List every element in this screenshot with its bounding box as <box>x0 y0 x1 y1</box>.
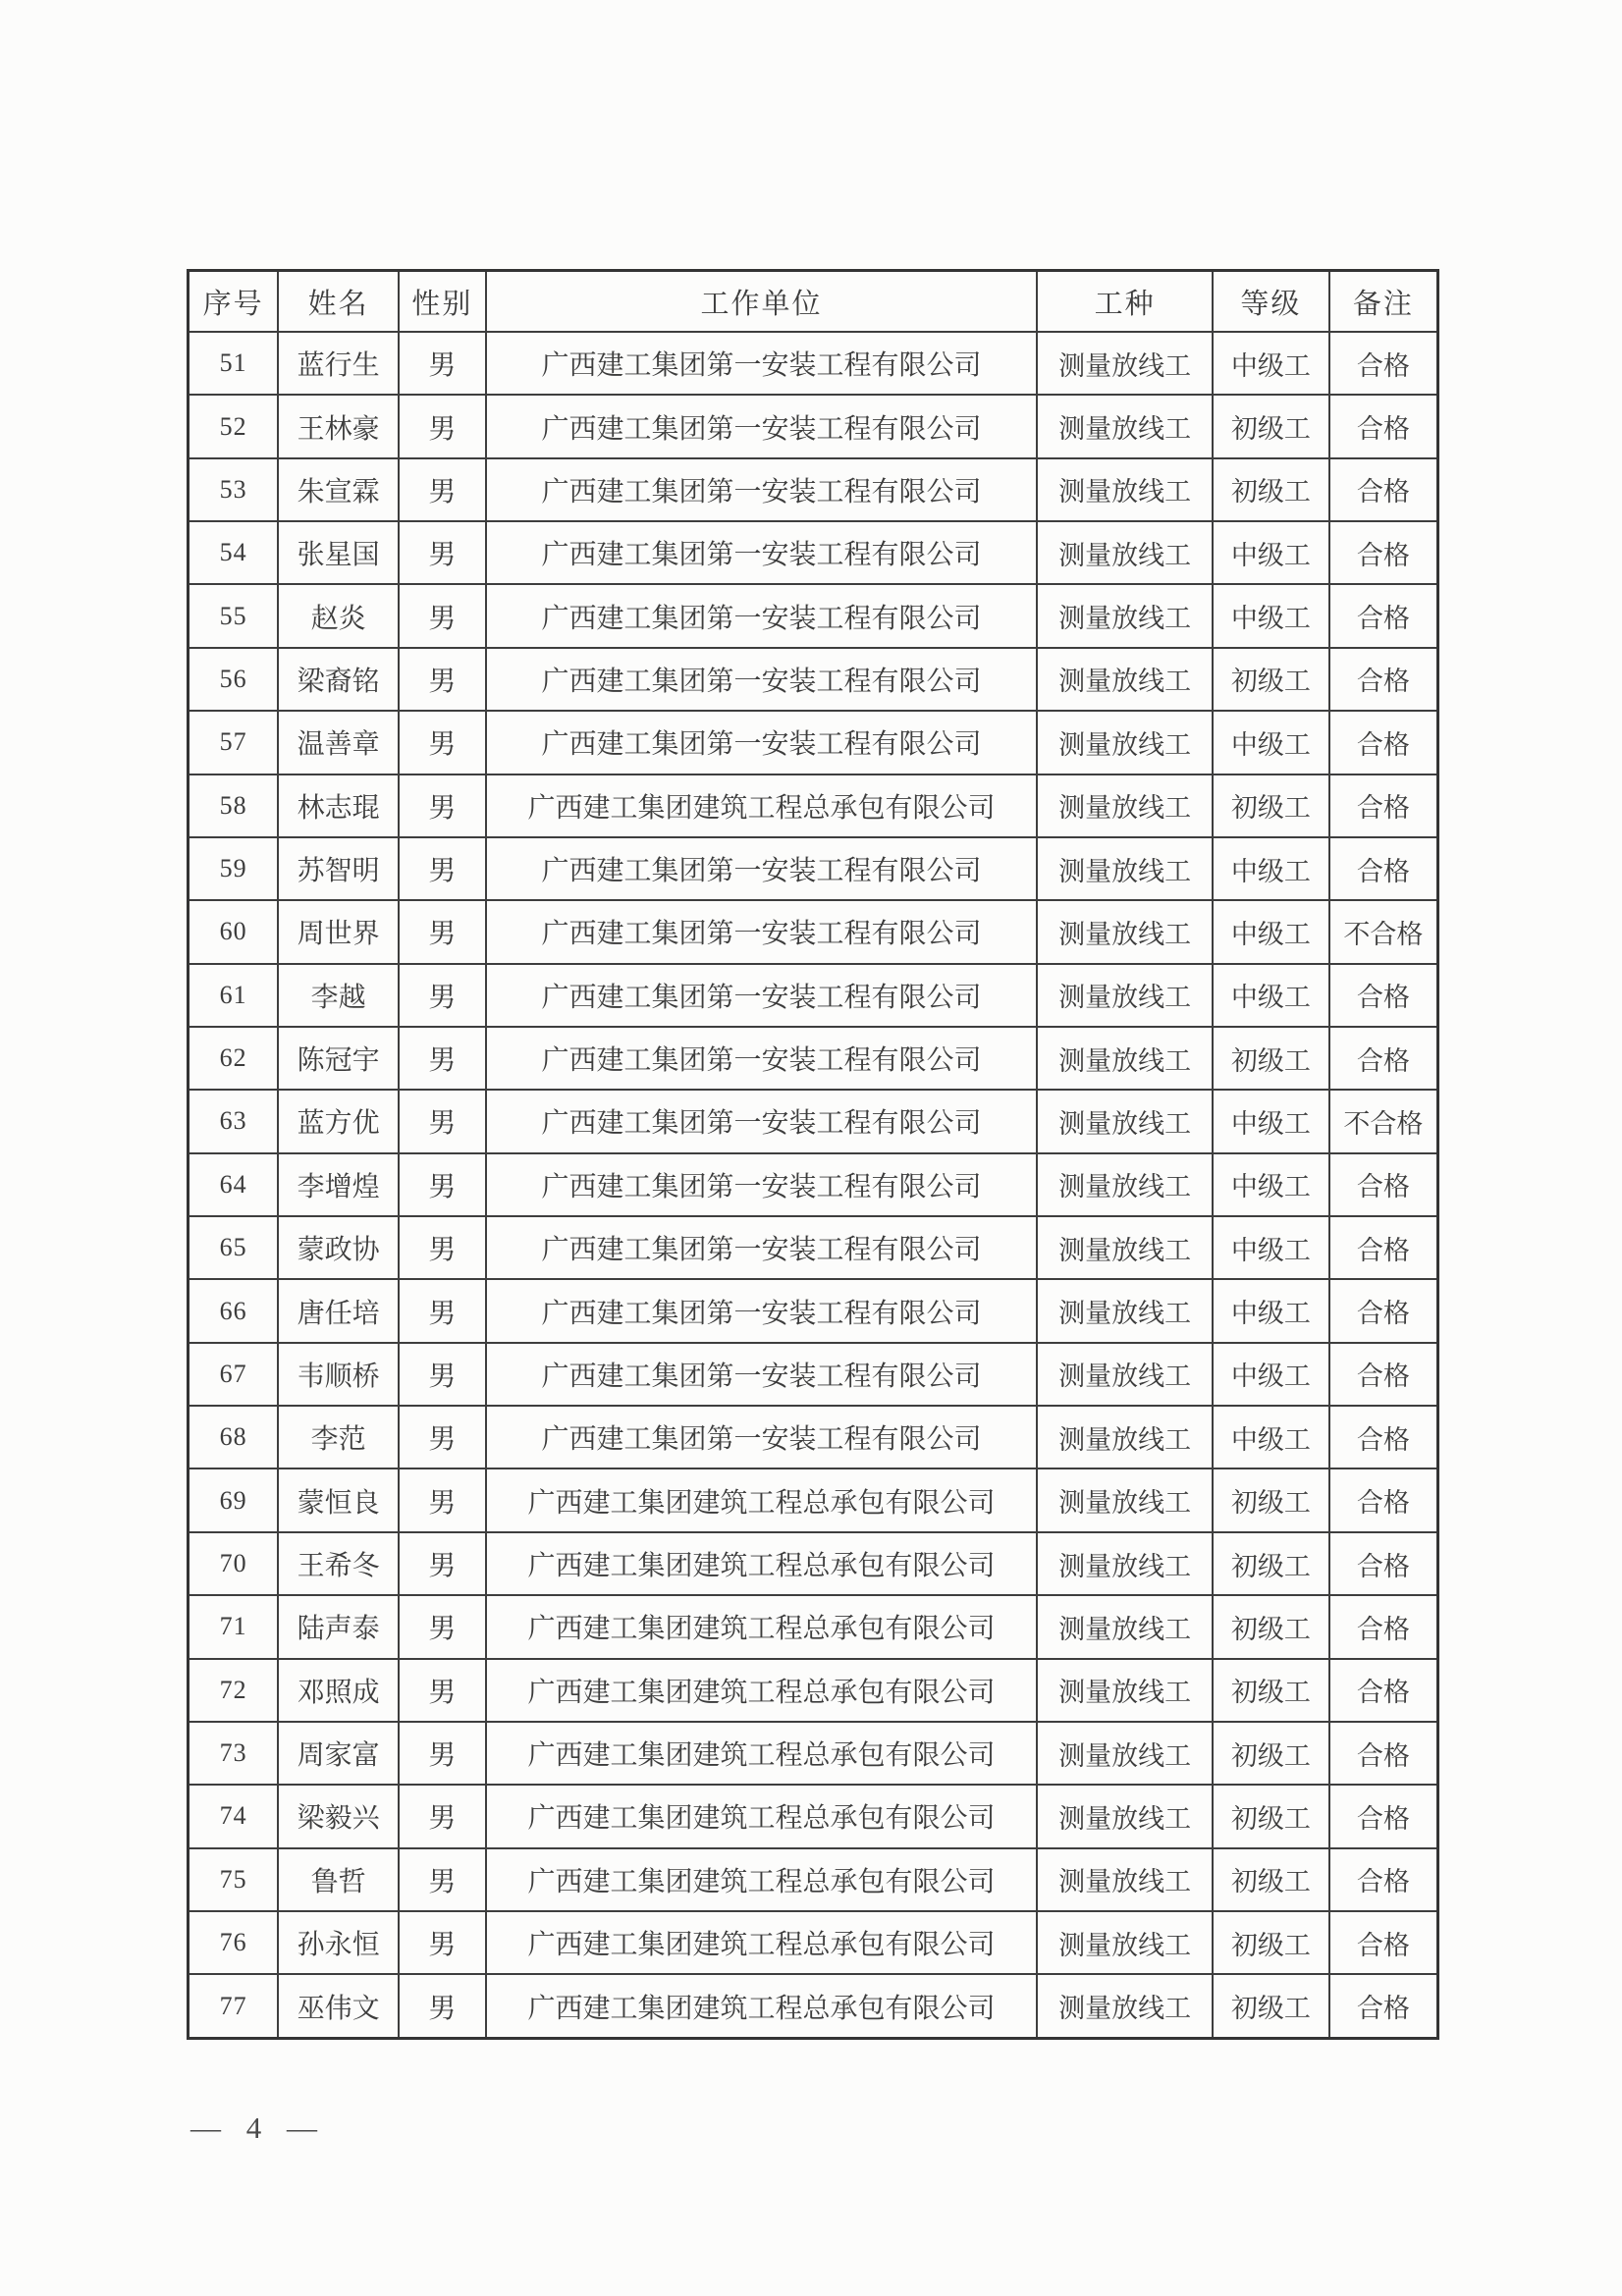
cell-trade: 测量放线工 <box>1037 1153 1213 1216</box>
cell-level: 中级工 <box>1213 332 1329 395</box>
cell-serial-number: 66 <box>189 1279 279 1342</box>
cell-name: 温善章 <box>278 711 399 774</box>
cell-work-unit: 广西建工集团建筑工程总承包有限公司 <box>486 1532 1038 1595</box>
cell-serial-number: 73 <box>189 1722 279 1785</box>
cell-gender: 男 <box>399 1532 486 1595</box>
cell-remark: 合格 <box>1329 837 1438 900</box>
cell-serial-number: 70 <box>189 1532 279 1595</box>
cell-work-unit: 广西建工集团第一安装工程有限公司 <box>486 1406 1038 1468</box>
cell-work-unit: 广西建工集团第一安装工程有限公司 <box>486 1279 1038 1342</box>
column-header-unit: 工作单位 <box>486 271 1038 333</box>
cell-level: 中级工 <box>1213 1090 1329 1152</box>
cell-work-unit: 广西建工集团建筑工程总承包有限公司 <box>486 1848 1038 1911</box>
cell-serial-number: 69 <box>189 1468 279 1531</box>
cell-name: 蓝方优 <box>278 1090 399 1152</box>
cell-remark: 合格 <box>1329 1532 1438 1595</box>
cell-serial-number: 72 <box>189 1659 279 1722</box>
cell-trade: 测量放线工 <box>1037 900 1213 963</box>
cell-remark: 合格 <box>1329 1027 1438 1090</box>
cell-remark: 合格 <box>1329 1848 1438 1911</box>
cell-gender: 男 <box>399 1595 486 1658</box>
cell-work-unit: 广西建工集团建筑工程总承包有限公司 <box>486 1911 1038 1974</box>
cell-work-unit: 广西建工集团建筑工程总承包有限公司 <box>486 1659 1038 1722</box>
cell-level: 中级工 <box>1213 900 1329 963</box>
cell-name: 陆声泰 <box>278 1595 399 1658</box>
cell-name: 周世界 <box>278 900 399 963</box>
table-row <box>189 1848 1438 1911</box>
cell-name: 林志琨 <box>278 774 399 837</box>
table-row <box>189 1343 1438 1406</box>
cell-name: 梁毅兴 <box>278 1785 399 1847</box>
cell-gender: 男 <box>399 1406 486 1468</box>
cell-gender: 男 <box>399 1343 486 1406</box>
cell-trade: 测量放线工 <box>1037 648 1213 711</box>
cell-serial-number: 62 <box>189 1027 279 1090</box>
cell-remark: 合格 <box>1329 964 1438 1027</box>
cell-work-unit: 广西建工集团第一安装工程有限公司 <box>486 332 1038 395</box>
cell-gender: 男 <box>399 900 486 963</box>
cell-serial-number: 76 <box>189 1911 279 1974</box>
cell-name: 李范 <box>278 1406 399 1468</box>
cell-remark: 合格 <box>1329 1216 1438 1279</box>
cell-serial-number: 52 <box>189 395 279 457</box>
cell-remark: 合格 <box>1329 648 1438 711</box>
cell-remark: 合格 <box>1329 1659 1438 1722</box>
cell-trade: 测量放线工 <box>1037 1848 1213 1911</box>
cell-level: 初级工 <box>1213 1848 1329 1911</box>
table-row <box>189 521 1438 584</box>
cell-remark: 合格 <box>1329 1785 1438 1847</box>
cell-work-unit: 广西建工集团第一安装工程有限公司 <box>486 1153 1038 1216</box>
cell-remark: 合格 <box>1329 1722 1438 1785</box>
cell-remark: 合格 <box>1329 1343 1438 1406</box>
table-row <box>189 1532 1438 1595</box>
column-header-name: 姓名 <box>278 271 399 333</box>
cell-gender: 男 <box>399 458 486 521</box>
cell-serial-number: 57 <box>189 711 279 774</box>
cell-gender: 男 <box>399 648 486 711</box>
cell-gender: 男 <box>399 964 486 1027</box>
cell-trade: 测量放线工 <box>1037 774 1213 837</box>
cell-serial-number: 61 <box>189 964 279 1027</box>
cell-trade: 测量放线工 <box>1037 1343 1213 1406</box>
cell-serial-number: 54 <box>189 521 279 584</box>
cell-work-unit: 广西建工集团建筑工程总承包有限公司 <box>486 1595 1038 1658</box>
cell-name: 王希冬 <box>278 1532 399 1595</box>
cell-gender: 男 <box>399 1468 486 1531</box>
cell-level: 初级工 <box>1213 1974 1329 2038</box>
cell-work-unit: 广西建工集团建筑工程总承包有限公司 <box>486 1468 1038 1531</box>
cell-level: 初级工 <box>1213 1659 1329 1722</box>
cell-name: 陈冠宇 <box>278 1027 399 1090</box>
cell-remark: 合格 <box>1329 711 1438 774</box>
cell-remark: 合格 <box>1329 1468 1438 1531</box>
cell-work-unit: 广西建工集团第一安装工程有限公司 <box>486 395 1038 457</box>
cell-trade: 测量放线工 <box>1037 1911 1213 1974</box>
cell-gender: 男 <box>399 1785 486 1847</box>
cell-gender: 男 <box>399 837 486 900</box>
cell-work-unit: 广西建工集团第一安装工程有限公司 <box>486 648 1038 711</box>
cell-serial-number: 55 <box>189 584 279 647</box>
cell-trade: 测量放线工 <box>1037 1406 1213 1468</box>
cell-trade: 测量放线工 <box>1037 711 1213 774</box>
cell-gender: 男 <box>399 1027 486 1090</box>
cell-work-unit: 广西建工集团第一安装工程有限公司 <box>486 837 1038 900</box>
cell-level: 中级工 <box>1213 837 1329 900</box>
cell-gender: 男 <box>399 1659 486 1722</box>
table-row <box>189 1659 1438 1722</box>
cell-name: 苏智明 <box>278 837 399 900</box>
cell-level: 中级工 <box>1213 1216 1329 1279</box>
cell-trade: 测量放线工 <box>1037 1659 1213 1722</box>
cell-trade: 测量放线工 <box>1037 521 1213 584</box>
cell-level: 初级工 <box>1213 1911 1329 1974</box>
cell-level: 初级工 <box>1213 458 1329 521</box>
table-row <box>189 900 1438 963</box>
cell-gender: 男 <box>399 521 486 584</box>
cell-name: 梁裔铭 <box>278 648 399 711</box>
cell-trade: 测量放线工 <box>1037 1722 1213 1785</box>
cell-level: 中级工 <box>1213 521 1329 584</box>
cell-work-unit: 广西建工集团第一安装工程有限公司 <box>486 521 1038 584</box>
cell-work-unit: 广西建工集团第一安装工程有限公司 <box>486 964 1038 1027</box>
cell-trade: 测量放线工 <box>1037 458 1213 521</box>
cell-serial-number: 65 <box>189 1216 279 1279</box>
cell-remark: 合格 <box>1329 521 1438 584</box>
table-row <box>189 774 1438 837</box>
cell-remark: 合格 <box>1329 458 1438 521</box>
cell-name: 蒙恒良 <box>278 1468 399 1531</box>
cell-work-unit: 广西建工集团建筑工程总承包有限公司 <box>486 1722 1038 1785</box>
cell-level: 中级工 <box>1213 584 1329 647</box>
cell-gender: 男 <box>399 1848 486 1911</box>
cell-serial-number: 75 <box>189 1848 279 1911</box>
cell-level: 初级工 <box>1213 648 1329 711</box>
cell-serial-number: 71 <box>189 1595 279 1658</box>
cell-serial-number: 77 <box>189 1974 279 2038</box>
cell-serial-number: 59 <box>189 837 279 900</box>
cell-serial-number: 60 <box>189 900 279 963</box>
cell-name: 朱宣霖 <box>278 458 399 521</box>
cell-level: 中级工 <box>1213 1279 1329 1342</box>
cell-level: 初级工 <box>1213 1468 1329 1531</box>
cell-serial-number: 67 <box>189 1343 279 1406</box>
cell-remark: 合格 <box>1329 332 1438 395</box>
cell-trade: 测量放线工 <box>1037 1532 1213 1595</box>
table-row <box>189 837 1438 900</box>
cell-trade: 测量放线工 <box>1037 1279 1213 1342</box>
cell-work-unit: 广西建工集团第一安装工程有限公司 <box>486 1027 1038 1090</box>
cell-trade: 测量放线工 <box>1037 837 1213 900</box>
table-row <box>189 1279 1438 1342</box>
cell-gender: 男 <box>399 774 486 837</box>
cell-gender: 男 <box>399 1153 486 1216</box>
cell-name: 邓照成 <box>278 1659 399 1722</box>
table-row <box>189 1911 1438 1974</box>
column-header-no: 序号 <box>189 271 279 333</box>
cell-work-unit: 广西建工集团建筑工程总承包有限公司 <box>486 1974 1038 2038</box>
table-row <box>189 584 1438 647</box>
table-header-row <box>189 271 1438 333</box>
cell-serial-number: 53 <box>189 458 279 521</box>
column-header-level: 等级 <box>1213 271 1329 333</box>
cell-level: 初级工 <box>1213 1027 1329 1090</box>
cell-remark: 不合格 <box>1329 900 1438 963</box>
cell-serial-number: 74 <box>189 1785 279 1847</box>
qualification-roster-table <box>187 269 1439 2040</box>
cell-work-unit: 广西建工集团建筑工程总承包有限公司 <box>486 774 1038 837</box>
cell-serial-number: 68 <box>189 1406 279 1468</box>
cell-name: 蒙政协 <box>278 1216 399 1279</box>
cell-trade: 测量放线工 <box>1037 1974 1213 2038</box>
column-header-gender: 性别 <box>399 271 486 333</box>
table-row <box>189 648 1438 711</box>
table-body <box>189 332 1438 2039</box>
cell-level: 初级工 <box>1213 1595 1329 1658</box>
cell-name: 韦顺桥 <box>278 1343 399 1406</box>
cell-name: 巫伟文 <box>278 1974 399 2038</box>
cell-name: 唐任培 <box>278 1279 399 1342</box>
cell-name: 李越 <box>278 964 399 1027</box>
page-number: — 4 — <box>190 2110 326 2145</box>
cell-name: 王林豪 <box>278 395 399 457</box>
cell-level: 中级工 <box>1213 1343 1329 1406</box>
cell-trade: 测量放线工 <box>1037 584 1213 647</box>
cell-level: 中级工 <box>1213 1153 1329 1216</box>
table-row <box>189 395 1438 457</box>
cell-level: 初级工 <box>1213 774 1329 837</box>
table-row <box>189 1468 1438 1531</box>
table-row <box>189 1785 1438 1847</box>
cell-work-unit: 广西建工集团第一安装工程有限公司 <box>486 711 1038 774</box>
cell-level: 初级工 <box>1213 1722 1329 1785</box>
cell-serial-number: 63 <box>189 1090 279 1152</box>
table-row <box>189 1216 1438 1279</box>
table-row <box>189 332 1438 395</box>
cell-name: 赵炎 <box>278 584 399 647</box>
cell-work-unit: 广西建工集团第一安装工程有限公司 <box>486 900 1038 963</box>
cell-name: 李增煌 <box>278 1153 399 1216</box>
cell-work-unit: 广西建工集团第一安装工程有限公司 <box>486 1216 1038 1279</box>
table-row <box>189 458 1438 521</box>
cell-remark: 合格 <box>1329 1911 1438 1974</box>
cell-trade: 测量放线工 <box>1037 964 1213 1027</box>
table-row <box>189 1595 1438 1658</box>
cell-trade: 测量放线工 <box>1037 1090 1213 1152</box>
cell-gender: 男 <box>399 584 486 647</box>
cell-work-unit: 广西建工集团第一安装工程有限公司 <box>486 1343 1038 1406</box>
cell-remark: 合格 <box>1329 1974 1438 2038</box>
cell-work-unit: 广西建工集团第一安装工程有限公司 <box>486 458 1038 521</box>
cell-gender: 男 <box>399 1216 486 1279</box>
column-header-trade: 工种 <box>1037 271 1213 333</box>
cell-name: 孙永恒 <box>278 1911 399 1974</box>
cell-level: 初级工 <box>1213 395 1329 457</box>
cell-gender: 男 <box>399 711 486 774</box>
cell-gender: 男 <box>399 332 486 395</box>
cell-gender: 男 <box>399 1974 486 2038</box>
cell-level: 初级工 <box>1213 1785 1329 1847</box>
cell-gender: 男 <box>399 1722 486 1785</box>
cell-remark: 合格 <box>1329 1279 1438 1342</box>
cell-remark: 合格 <box>1329 774 1438 837</box>
cell-name: 周家富 <box>278 1722 399 1785</box>
cell-remark: 合格 <box>1329 584 1438 647</box>
cell-trade: 测量放线工 <box>1037 1027 1213 1090</box>
cell-gender: 男 <box>399 1911 486 1974</box>
table-row <box>189 1406 1438 1468</box>
cell-remark: 合格 <box>1329 1595 1438 1658</box>
cell-trade: 测量放线工 <box>1037 1468 1213 1531</box>
table-row <box>189 1090 1438 1152</box>
cell-name: 蓝行生 <box>278 332 399 395</box>
cell-serial-number: 56 <box>189 648 279 711</box>
table-row <box>189 1027 1438 1090</box>
cell-remark: 合格 <box>1329 1406 1438 1468</box>
cell-level: 中级工 <box>1213 1406 1329 1468</box>
table-row <box>189 1153 1438 1216</box>
cell-level: 中级工 <box>1213 964 1329 1027</box>
cell-work-unit: 广西建工集团第一安装工程有限公司 <box>486 584 1038 647</box>
cell-gender: 男 <box>399 1090 486 1152</box>
cell-serial-number: 51 <box>189 332 279 395</box>
table-row <box>189 1722 1438 1785</box>
cell-serial-number: 64 <box>189 1153 279 1216</box>
column-header-remark: 备注 <box>1329 271 1438 333</box>
cell-level: 中级工 <box>1213 711 1329 774</box>
cell-gender: 男 <box>399 395 486 457</box>
cell-serial-number: 58 <box>189 774 279 837</box>
table-row <box>189 1974 1438 2038</box>
cell-trade: 测量放线工 <box>1037 1785 1213 1847</box>
cell-trade: 测量放线工 <box>1037 395 1213 457</box>
cell-work-unit: 广西建工集团建筑工程总承包有限公司 <box>486 1785 1038 1847</box>
cell-trade: 测量放线工 <box>1037 332 1213 395</box>
cell-remark: 合格 <box>1329 1153 1438 1216</box>
cell-level: 初级工 <box>1213 1532 1329 1595</box>
cell-name: 鲁哲 <box>278 1848 399 1911</box>
table-row <box>189 711 1438 774</box>
cell-remark: 合格 <box>1329 395 1438 457</box>
cell-trade: 测量放线工 <box>1037 1595 1213 1658</box>
cell-name: 张星国 <box>278 521 399 584</box>
cell-gender: 男 <box>399 1279 486 1342</box>
cell-remark: 不合格 <box>1329 1090 1438 1152</box>
table-row <box>189 964 1438 1027</box>
cell-work-unit: 广西建工集团第一安装工程有限公司 <box>486 1090 1038 1152</box>
cell-trade: 测量放线工 <box>1037 1216 1213 1279</box>
